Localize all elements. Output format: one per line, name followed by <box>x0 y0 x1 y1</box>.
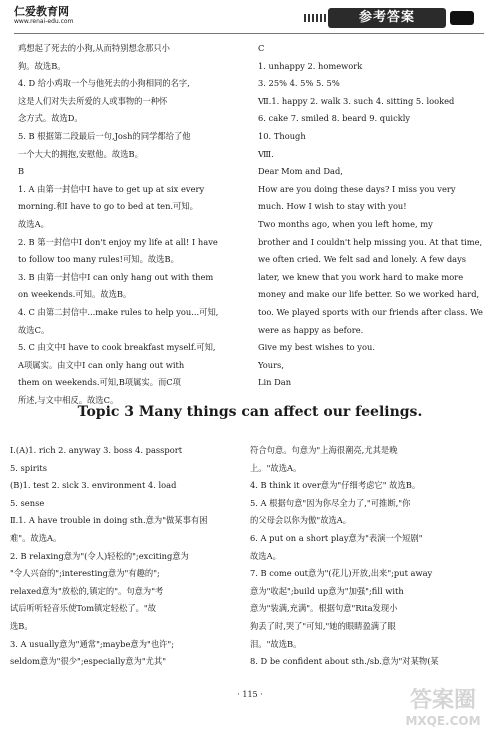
text-line: Dear Mom and Dad, <box>258 166 343 177</box>
text-line: 3. 25% 4. 5% 5. 5% <box>258 78 340 89</box>
text-line: 故选C。 <box>18 324 50 335</box>
text-line: 难"。故选A。 <box>10 532 62 543</box>
text-line: 念方式。故选D。 <box>18 113 83 124</box>
text-line: later, we knew that you work hard to make more <box>258 271 464 282</box>
text-line: 5. sense <box>10 497 45 508</box>
text-line: 4. D 给小鸡取一个与他死去的小狗相同的名字, <box>18 78 190 89</box>
text-line: 8. D be confident about sth./sb.意为"对某物(某 <box>250 656 439 667</box>
text-line: 上。"故选A。 <box>250 462 302 473</box>
text-line: Two months ago, when you left home, my <box>258 218 433 229</box>
watermark-url: MXQE.COM <box>405 714 481 728</box>
right-column-bottom <box>250 442 494 671</box>
text-line: Yours, <box>258 359 284 370</box>
text-line: on weekends.可知。故选B。 <box>18 289 132 300</box>
text-line: 5. B 根据第二段最后一句,Josh的同学都给了他 <box>18 130 191 141</box>
text-line: 6. cake 7. smiled 8. beard 9. quickly <box>258 113 411 124</box>
text-line: 10. Though <box>258 130 306 141</box>
text-line: 泪。"故选B。 <box>250 638 302 649</box>
text-line: relaxed意为"放松的,镇定的"。句意为"考 <box>10 585 164 596</box>
right-column-top <box>258 40 490 392</box>
text-line: 故选A。 <box>18 218 49 229</box>
header-divider <box>14 33 484 34</box>
text-line: 这是人们对失去所爱的人或事物的一种怀 <box>18 95 168 106</box>
banner-title: 参考答案 <box>328 8 446 28</box>
text-line: 所述,与文中相反。故选C。 <box>18 394 119 405</box>
text-line: 7. B come out意为"(花儿)开放,出来";put away <box>250 568 433 579</box>
text-line: 3. A usually意为"通常";maybe意为"也许"; <box>10 638 175 649</box>
left-column-top <box>18 40 248 409</box>
text-line: Ⅱ.1. A have trouble in doing sth.意为"做某事有困 <box>10 515 208 526</box>
text-line: 2. B 第一封信中I don't enjoy my life at all! I have <box>18 236 218 247</box>
banner-stripe-left <box>304 14 326 22</box>
text-line: to follow too many rules!可知。故选B。 <box>18 254 179 265</box>
text-line: 意为"收起";build up意为"加强";fill with <box>250 585 404 596</box>
text-line: we often cried. We felt sad and lonely. A few days <box>258 254 467 265</box>
text-line: 的父母会以你为傲"故选A。 <box>250 515 352 526</box>
text-line: 狗丢了时,哭了"可知,"她的眼睛盈满了眼 <box>250 620 396 631</box>
text-line: 5. C 由文中I have to cook breakfast myself.可知, <box>18 342 216 353</box>
text-line: 5. spirits <box>10 462 47 473</box>
text-line: 1. unhappy 2. homework <box>258 60 363 71</box>
watermark-logo <box>398 688 488 732</box>
text-line: much. How I wish to stay with you! <box>258 201 407 212</box>
text-line: Ⅶ.1. happy 2. walk 3. such 4. sitting 5. looked <box>258 95 455 106</box>
text-line: 4. C 由第二封信中...make rules to help you...可知, <box>18 306 219 317</box>
text-line: "令人兴奋的";interesting意为"有趣的"; <box>10 568 160 579</box>
text-line: morning.和I have to go to bed at ten.可知。 <box>18 201 198 212</box>
text-line: C <box>258 43 265 53</box>
text-line: 3. B 由第一封信中I can only hang out with them <box>18 271 214 282</box>
text-line: 5. A 根据句意"因为你尽全力了,"可推断,"你 <box>250 497 411 508</box>
text-line: them on weekends.可知,B项属实。而C项 <box>18 377 181 388</box>
text-line: 一个大大的拥抱,安慰他。故选B。 <box>18 148 143 159</box>
text-line: Ⅰ.(A)1. rich 2. anyway 3. boss 4. passport <box>10 445 183 455</box>
text-line: B <box>18 166 25 177</box>
text-line: too. We played sports with our friends after class. We <box>258 306 483 317</box>
text-line: 符合句意。句意为"上海很潮亮,尤其是晚 <box>250 445 398 455</box>
site-header <box>14 6 154 26</box>
text-line: seldom意为"很少";especially意为"尤其" <box>10 656 167 667</box>
answer-banner <box>318 5 480 31</box>
text-line: A项属实。由文中I can only hang out with <box>18 359 185 370</box>
text-line: were as happy as before. <box>258 324 364 335</box>
left-column-bottom <box>10 442 254 671</box>
text-line: (B)1. test 2. sick 3. environment 4. load <box>10 480 177 491</box>
text-line: 1. A 由第一封信中I have to get up at six every <box>18 183 205 194</box>
text-line: 4. B think it over意为"仔细考虑它" 故选B。 <box>250 480 421 491</box>
topic-title: Topic 3 Many things can affect our feelings. <box>77 404 423 420</box>
text-line: brother and I couldn't help missing you. At that time, <box>258 236 483 247</box>
text-line: Give my best wishes to you. <box>258 342 375 353</box>
watermark-text: 答案圈 <box>409 688 476 713</box>
text-line: Ⅷ. <box>258 148 274 159</box>
text-line: money and make our life better. So we worked hard, <box>258 289 480 300</box>
text-line: Lin Dan <box>258 377 292 388</box>
site-name: 仁爱教育网 <box>14 5 69 18</box>
text-line: 6. A put on a short play意为"表演一个短剧" <box>250 532 423 543</box>
text-line: 鸡想起了死去的小狗,从而特别想念那只小 <box>18 43 170 53</box>
text-line: 意为"装满,充满"。根据句意"Rita发现小 <box>250 603 398 614</box>
site-url: www.renai-edu.com <box>14 18 74 25</box>
text-line: 故选A。 <box>250 550 281 561</box>
page-number: · 115 · <box>237 690 263 699</box>
text-line: 试后听听轻音乐使Tom镇定轻松了。"故 <box>10 603 157 614</box>
text-line: 选B。 <box>10 620 33 631</box>
text-line: 2. B relaxing意为"(令人)轻松的";exciting意为 <box>10 550 189 561</box>
text-line: 狗。故选B。 <box>18 60 66 71</box>
banner-flag-icon <box>450 11 474 25</box>
text-line: How are you doing these days? I miss you very <box>258 183 456 194</box>
